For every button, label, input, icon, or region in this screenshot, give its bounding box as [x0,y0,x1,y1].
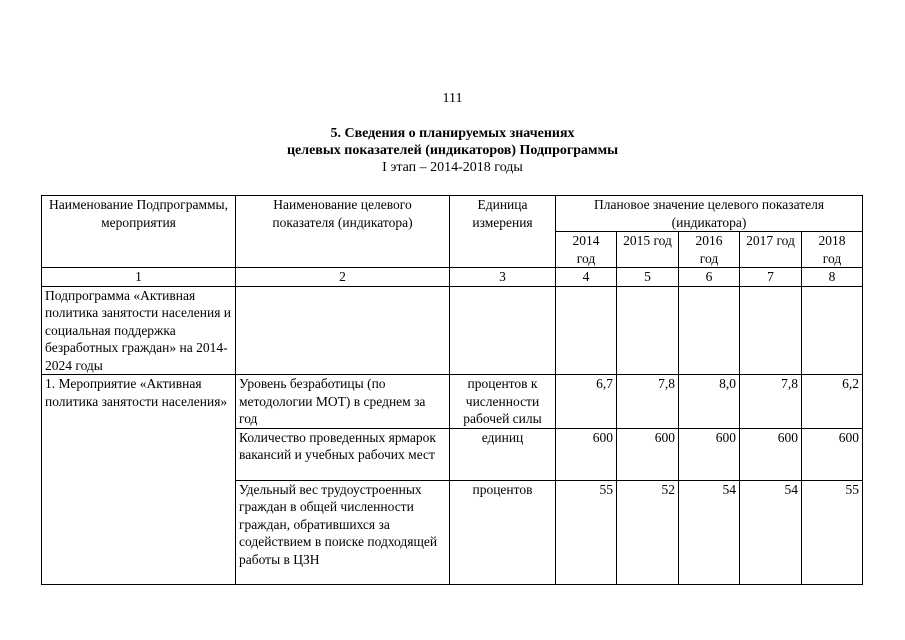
value-cell: 600 [802,428,863,480]
value-cell: 600 [617,428,679,480]
header-year: 2018 год [802,232,863,268]
page-number: 111 [442,91,463,106]
header-year: 2017 год [740,232,802,268]
column-number: 6 [679,268,740,287]
column-number: 5 [617,268,679,287]
indicator-row [42,375,863,429]
value-cell: 7,8 [740,375,802,429]
subprogram-row [42,286,863,375]
empty-cell [802,286,863,375]
header-row-1 [42,196,863,232]
value-cell: 55 [802,480,863,584]
indicator-unit: процентов [450,480,556,584]
header-indicator-name: Наименование целевого показателя (индикатора) [236,196,450,268]
empty-cell [679,286,740,375]
value-cell: 54 [740,480,802,584]
value-cell: 600 [556,428,617,480]
empty-cell [236,286,450,375]
column-number: 2 [236,268,450,287]
empty-cell [556,286,617,375]
value-cell: 600 [679,428,740,480]
column-number: 1 [42,268,236,287]
heading-line-1: 5. Сведения о планируемых значениях [330,126,575,141]
value-cell: 600 [740,428,802,480]
value-cell: 6,2 [802,375,863,429]
subprogram-name: Подпрограмма «Активная политика занятости населения и социальная поддержка безработных граждан» на 2014-2024 годы [42,286,236,375]
header-year: 2014 год [556,232,617,268]
value-cell: 7,8 [617,375,679,429]
indicator-name: Уровень безработицы (по методологии МОТ) в среднем за год [236,375,450,429]
column-number: 8 [802,268,863,287]
indicator-name: Количество проведенных ярмарок вакансий и учебных рабочих мест [236,428,450,480]
heading-line-3: I этап – 2014-2018 годы [382,160,523,175]
empty-cell [740,286,802,375]
measure-name: 1. Мероприятие «Активная политика занятости населения» [42,375,236,585]
empty-cell [617,286,679,375]
value-cell: 6,7 [556,375,617,429]
value-cell: 55 [556,480,617,584]
column-number: 4 [556,268,617,287]
column-number: 3 [450,268,556,287]
indicator-unit: единиц [450,428,556,480]
heading-line-2: целевых показателей (индикаторов) Подпрограммы [286,143,619,158]
column-number-row [42,268,863,287]
header-year: 2016 год [679,232,740,268]
header-subprogram: Наименование Подпрограммы, мероприятия [42,196,236,268]
value-cell: 8,0 [679,375,740,429]
empty-cell [450,286,556,375]
value-cell: 54 [679,480,740,584]
header-planned-value: Плановое значение целевого показателя (индикатора) [556,196,863,232]
header-unit: Единица измерения [450,196,556,268]
column-number: 7 [740,268,802,287]
header-year: 2015 год [617,232,679,268]
indicators-table [41,195,863,585]
indicator-name: Удельный вес трудоустроенных граждан в общей численности граждан, обратившихся за содействием в поиске подходящей работы в ЦЗН [236,480,450,584]
value-cell: 52 [617,480,679,584]
document-heading [0,125,905,176]
indicator-unit: процентов к численности рабочей силы [450,375,556,429]
